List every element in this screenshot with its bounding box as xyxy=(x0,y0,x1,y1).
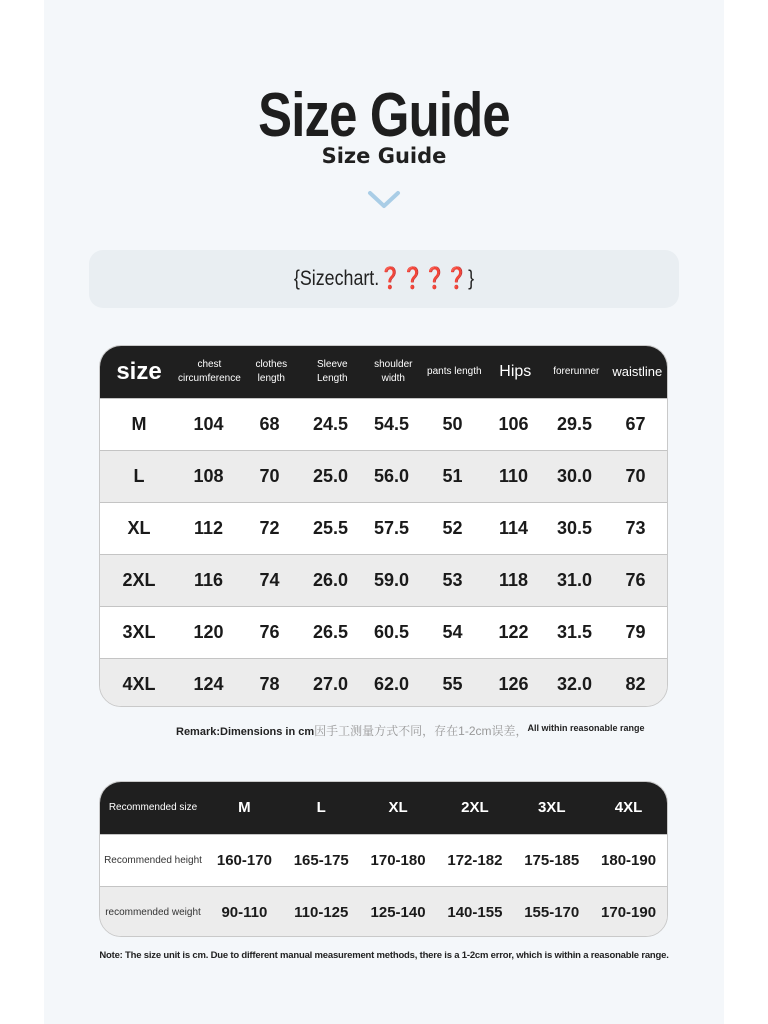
chevron-down-icon xyxy=(366,188,402,212)
table-cell: 106 xyxy=(498,414,529,434)
size-label: M xyxy=(131,414,147,434)
col-header: XL xyxy=(388,799,408,816)
table-cell: 31.5 xyxy=(556,622,593,642)
table-cell: 90-110 xyxy=(221,904,268,921)
col-header: shoulder width xyxy=(374,359,413,384)
table-cell: 124 xyxy=(193,674,224,694)
table-cell: 55 xyxy=(442,674,463,694)
table-cell: 62.0 xyxy=(373,674,410,694)
table-cell: 53 xyxy=(442,570,463,590)
table-cell: 70 xyxy=(625,466,646,486)
table-cell: 74 xyxy=(259,570,280,590)
col-header: waistline xyxy=(612,364,663,379)
col-header: chest circumference xyxy=(178,359,241,384)
table-cell: 76 xyxy=(625,570,646,590)
page-title: Size Guide xyxy=(258,81,510,150)
table-cell: 25.5 xyxy=(312,518,349,538)
col-header: 3XL xyxy=(537,799,566,816)
table-cell: 79 xyxy=(625,622,646,642)
table-cell: 116 xyxy=(193,570,224,590)
col-header: Hips xyxy=(499,363,532,380)
size-table-header xyxy=(100,346,667,398)
table-cell: 76 xyxy=(259,622,280,642)
table-cell: 125-140 xyxy=(370,904,426,921)
table-cell: 175-185 xyxy=(524,852,580,869)
table-cell: 25.0 xyxy=(312,466,349,486)
table-cell: 110 xyxy=(498,466,529,486)
col-header: pants length xyxy=(427,366,482,377)
table-cell: 72 xyxy=(259,518,280,538)
size-label: 4XL xyxy=(122,674,156,694)
table-cell: 27.0 xyxy=(312,674,349,694)
size-label: L xyxy=(133,466,145,486)
remark-part: All within reasonable range xyxy=(527,723,645,733)
table-cell: 26.5 xyxy=(312,622,349,642)
table-cell: 68 xyxy=(259,414,280,434)
recommend-table-header xyxy=(100,782,667,834)
table-cell: 165-175 xyxy=(293,852,349,869)
remark-part: 因手工测量方式不同，存在1-2cm误差， xyxy=(314,724,528,738)
table-cell: 170-180 xyxy=(370,852,426,869)
remark-part: Remark:Dimensions in cm xyxy=(176,726,315,738)
table-cell: 54.5 xyxy=(373,414,410,434)
table-cell: 160-170 xyxy=(216,852,272,869)
table-cell: 108 xyxy=(193,466,224,486)
table-cell: 60.5 xyxy=(373,622,410,642)
table-cell: 155-170 xyxy=(524,904,580,921)
table-cell: 24.5 xyxy=(312,414,349,434)
table-cell: 30.0 xyxy=(556,466,593,486)
table-cell: 56.0 xyxy=(373,466,410,486)
table-cell: 118 xyxy=(498,570,529,590)
table-cell: 51 xyxy=(442,466,463,486)
table-row xyxy=(100,886,667,937)
table-cell: 73 xyxy=(625,518,646,538)
table-cell: 82 xyxy=(625,674,646,694)
table-cell: 170-190 xyxy=(601,904,657,921)
table-cell: 32.0 xyxy=(556,674,593,694)
table-cell: 29.5 xyxy=(556,414,593,434)
banner-text: {Sizechart.❓❓❓❓} xyxy=(293,267,475,290)
table-cell: 59.0 xyxy=(373,570,410,590)
table-row xyxy=(100,834,667,886)
table-cell: 26.0 xyxy=(312,570,349,590)
table-cell: 78 xyxy=(259,674,280,694)
table-cell: 31.0 xyxy=(556,570,593,590)
col-header: M xyxy=(238,799,251,816)
table-cell: 180-190 xyxy=(601,852,657,869)
table-row xyxy=(100,658,667,707)
table-cell: 54 xyxy=(442,622,463,642)
col-header: L xyxy=(316,799,326,816)
page-subtitle: Size Guide xyxy=(321,144,447,168)
size-label: XL xyxy=(127,518,151,538)
size-label: 2XL xyxy=(122,570,156,590)
table-row xyxy=(100,606,667,658)
size-chart-banner xyxy=(89,250,679,308)
table-cell: 112 xyxy=(193,518,224,538)
col-header: 2XL xyxy=(461,799,489,816)
table-cell: 104 xyxy=(193,414,224,434)
table-cell: 126 xyxy=(498,674,529,694)
row-label: Recommended height xyxy=(104,854,202,866)
table-cell: 120 xyxy=(193,622,224,642)
table-row xyxy=(100,554,667,606)
col-header: Recommended size xyxy=(108,802,198,813)
size-label: 3XL xyxy=(122,622,156,642)
table-cell: 172-182 xyxy=(447,852,503,869)
table-cell: 57.5 xyxy=(373,518,410,538)
table-cell: 50 xyxy=(442,414,463,434)
table-cell: 70 xyxy=(259,466,280,486)
table-cell: 110-125 xyxy=(294,904,349,921)
footnote: Note: The size unit is cm. Due to different manual measurement methods, there is a 1-2cm error, which is within a reasonable range. xyxy=(99,950,669,961)
table-cell: 67 xyxy=(625,414,646,434)
size-table xyxy=(99,345,668,707)
col-header: forerunner xyxy=(553,366,600,377)
col-header: Sleeve Length xyxy=(317,359,348,384)
col-header: 4XL xyxy=(614,799,643,816)
col-header: clothes length xyxy=(255,359,288,384)
recommend-table xyxy=(99,781,668,937)
col-header: size xyxy=(116,358,162,385)
table-row xyxy=(100,450,667,502)
table-cell: 30.5 xyxy=(556,518,593,538)
table-row xyxy=(100,398,667,450)
table-cell: 114 xyxy=(498,518,529,538)
table-cell: 140-155 xyxy=(447,904,503,921)
table-row xyxy=(100,502,667,554)
row-label: recommended weight xyxy=(105,906,201,918)
remark-text xyxy=(176,722,645,739)
table-cell: 122 xyxy=(498,622,529,642)
table-cell: 52 xyxy=(442,518,463,538)
